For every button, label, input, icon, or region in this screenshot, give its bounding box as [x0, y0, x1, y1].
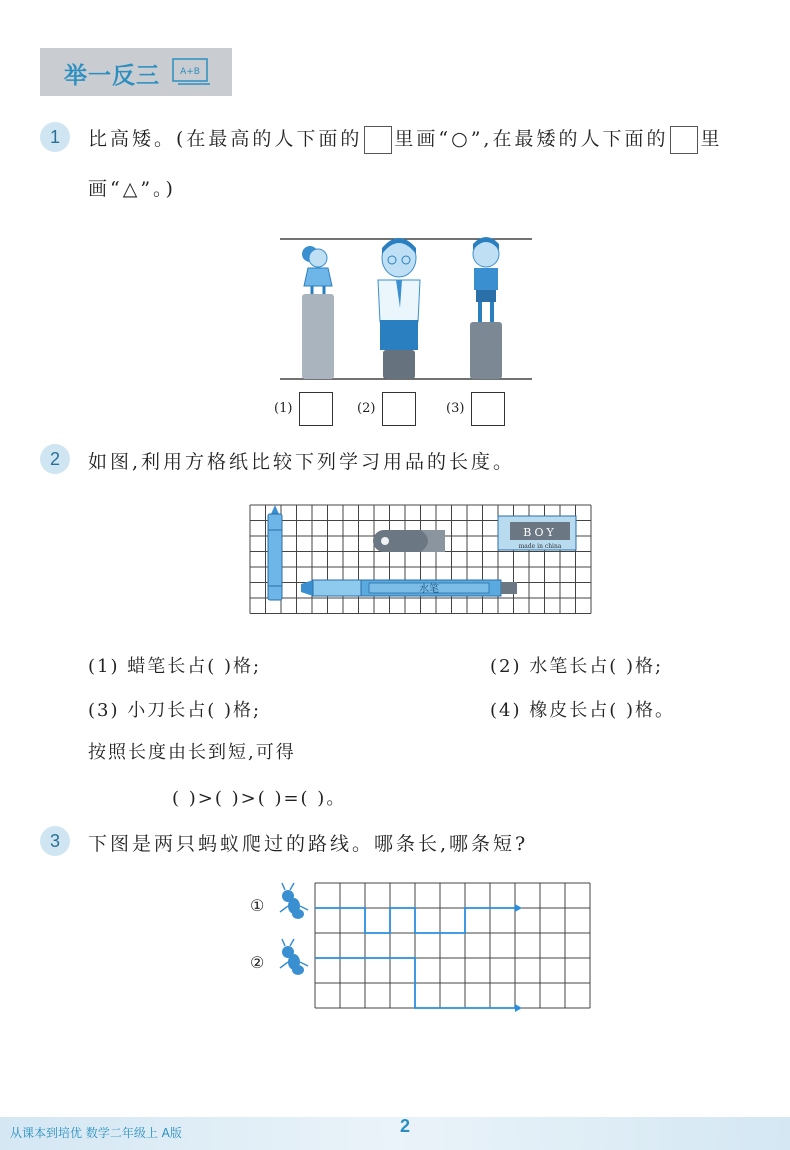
- pen-label: 水笔: [419, 584, 439, 595]
- route-label-2: ②: [250, 953, 265, 972]
- ant-icon: [280, 939, 308, 975]
- answer-label-3: (3): [446, 401, 465, 416]
- blank-box: [670, 126, 698, 154]
- ab-icon: [172, 58, 212, 86]
- boy-figure: [473, 237, 499, 322]
- girl-figure: [302, 246, 332, 294]
- answer-box-3[interactable]: [471, 392, 505, 426]
- eraser: [498, 516, 576, 550]
- q2-item-2: (2) 水笔长占( )格;: [490, 656, 664, 677]
- route-grid: [315, 883, 590, 1008]
- man-figure: [378, 238, 420, 350]
- pedestal-3: [470, 322, 502, 379]
- q1-text-c: 里: [700, 128, 723, 150]
- knife: [373, 530, 445, 552]
- question-number-2: 2: [40, 444, 70, 474]
- q2-item-4: (4) 橡皮长占( )格。: [490, 700, 675, 721]
- section-title: 举一反三: [64, 63, 160, 89]
- stationery-grid: [245, 500, 605, 620]
- pen: [301, 580, 517, 596]
- q1-text-a: 比高矮。(在最高的人下面的: [88, 128, 363, 150]
- q1-text-b: 里画“○”,在最矮的人下面的: [394, 128, 669, 150]
- pedestal-2: [383, 350, 415, 379]
- route-1-path: [315, 908, 515, 933]
- ant-routes-diagram: [268, 880, 608, 1020]
- question-number-3: 3: [40, 826, 70, 856]
- route-2-arrow: [515, 1004, 522, 1012]
- answer-box-2[interactable]: [382, 392, 416, 426]
- eraser-brand: BOY: [523, 526, 557, 539]
- q2-order-expression: ( )>( )>( )=( )。: [172, 788, 347, 809]
- ant-icon: [280, 883, 308, 919]
- pedestal-1: [302, 294, 334, 379]
- height-comparison-illustration: [270, 228, 540, 388]
- question-2-text: 如图,利用方格纸比较下列学习用品的长度。: [88, 451, 516, 473]
- q2-item-1: (1) 蜡笔长占( )格;: [88, 656, 262, 677]
- answer-box-1[interactable]: [299, 392, 333, 426]
- footer-book-title: 从课本到培优 数学二年级上 A版: [10, 1126, 182, 1140]
- route-label-1: ①: [250, 896, 265, 915]
- question-1-line2: 画“△”。): [88, 178, 176, 200]
- answer-label-1: (1): [274, 401, 293, 416]
- q2-order-text: 按照长度由长到短,可得: [88, 742, 296, 763]
- question-3-text: 下图是两只蚂蚁爬过的路线。哪条长,哪条短?: [88, 833, 529, 855]
- question-number-1: 1: [40, 122, 70, 152]
- question-1-line1: [88, 124, 722, 154]
- route-1-arrow: [515, 904, 522, 912]
- eraser-subtext: made in china: [518, 543, 562, 550]
- q2-item-3: (3) 小刀长占( )格;: [88, 700, 262, 721]
- answer-label-2: (2): [357, 401, 376, 416]
- crayon: [268, 505, 282, 600]
- ab-icon-text: A+B: [180, 67, 200, 77]
- page-number: 2: [400, 1116, 411, 1136]
- blank-box: [364, 126, 392, 154]
